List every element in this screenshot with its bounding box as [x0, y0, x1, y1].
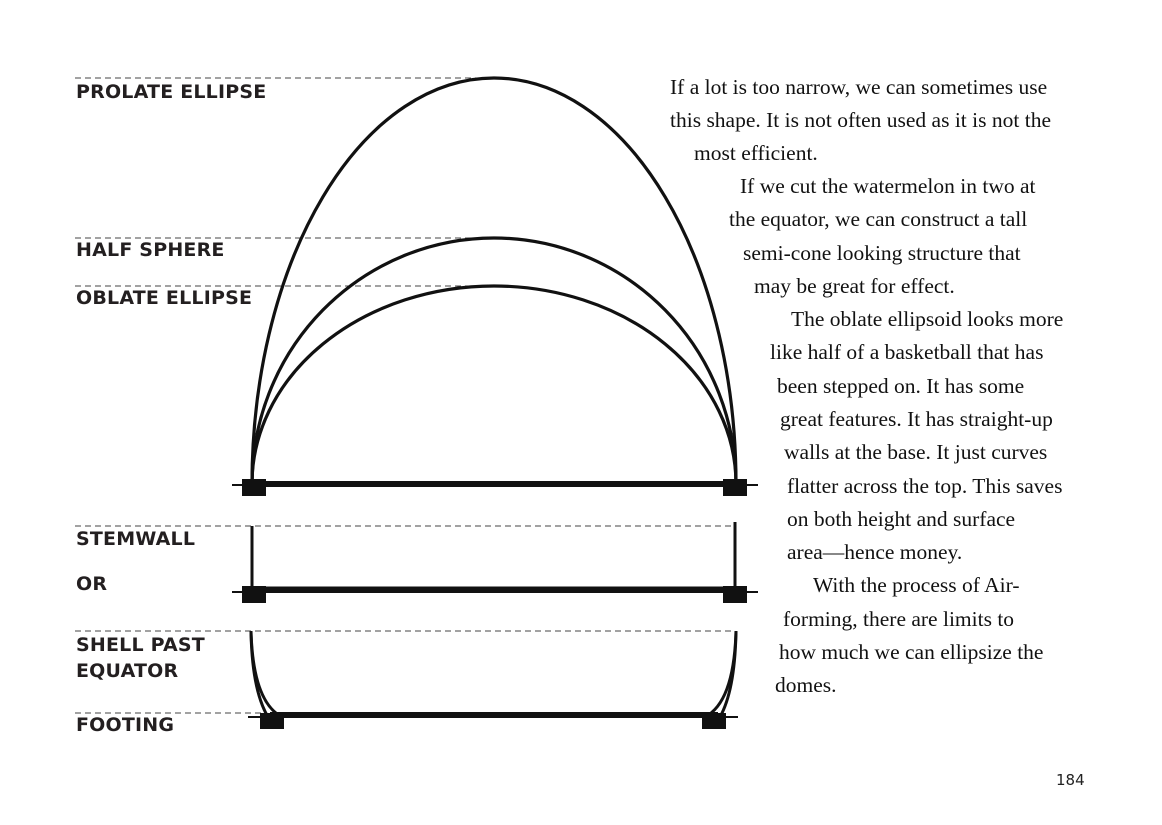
label-stemwall: STEMWALL — [76, 528, 196, 550]
label-footing: FOOTING — [76, 714, 175, 736]
prolate-ellipse-arc — [252, 78, 736, 484]
text-line: With the process of Air- — [813, 573, 1020, 597]
footing-block-left-2 — [242, 586, 266, 603]
text-line: If a lot is too narrow, we can sometimes use — [670, 75, 1048, 99]
text-line: forming, there are limits to — [783, 607, 1015, 631]
text-line: The oblate ellipsoid looks more — [791, 307, 1064, 331]
label-equator: EQUATOR — [76, 660, 179, 682]
shell-past-left-outer — [251, 631, 268, 717]
label-or: OR — [76, 573, 108, 595]
text-line: great features. It has straight-up — [780, 407, 1053, 431]
footing-block-right-1 — [723, 479, 747, 496]
text-line: area—hence money. — [787, 540, 963, 564]
label-prolate-ellipse: PROLATE ELLIPSE — [76, 81, 267, 103]
text-line: how much we can ellipsize the — [779, 640, 1044, 664]
text-line: walls at the base. It just curves — [784, 440, 1048, 464]
shell-past-right-inner — [705, 631, 736, 717]
shell-past-right-outer — [720, 631, 736, 717]
footing-block-left-3 — [260, 713, 284, 729]
text-line: If we cut the watermelon in two at — [740, 174, 1036, 198]
page-number: 184 — [1056, 771, 1085, 789]
text-line: the equator, we can construct a tall — [729, 207, 1028, 231]
shell-past-left-inner — [251, 631, 282, 717]
text-line: may be great for effect. — [754, 274, 955, 298]
text-line: flatter across the top. This saves — [787, 474, 1063, 498]
half-sphere-arc — [252, 238, 736, 484]
text-line: on both height and surface — [787, 507, 1016, 531]
footing-block-right-3 — [702, 713, 726, 729]
label-shell-past: SHELL PAST — [76, 634, 205, 656]
footing-block-left-1 — [242, 479, 266, 496]
text-line: most efficient. — [694, 141, 818, 165]
text-line: been stepped on. It has some — [777, 374, 1025, 398]
text-line: this shape. It is not often used as it is not the — [670, 108, 1051, 132]
text-line: domes. — [775, 673, 837, 697]
text-line: semi-cone looking structure that — [743, 241, 1021, 265]
label-half-sphere: HALF SPHERE — [76, 239, 225, 261]
label-oblate-ellipse: OBLATE ELLIPSE — [76, 287, 253, 309]
oblate-ellipse-arc — [252, 286, 736, 484]
footing-block-right-2 — [723, 586, 747, 603]
text-line: like half of a basketball that has — [770, 340, 1044, 364]
